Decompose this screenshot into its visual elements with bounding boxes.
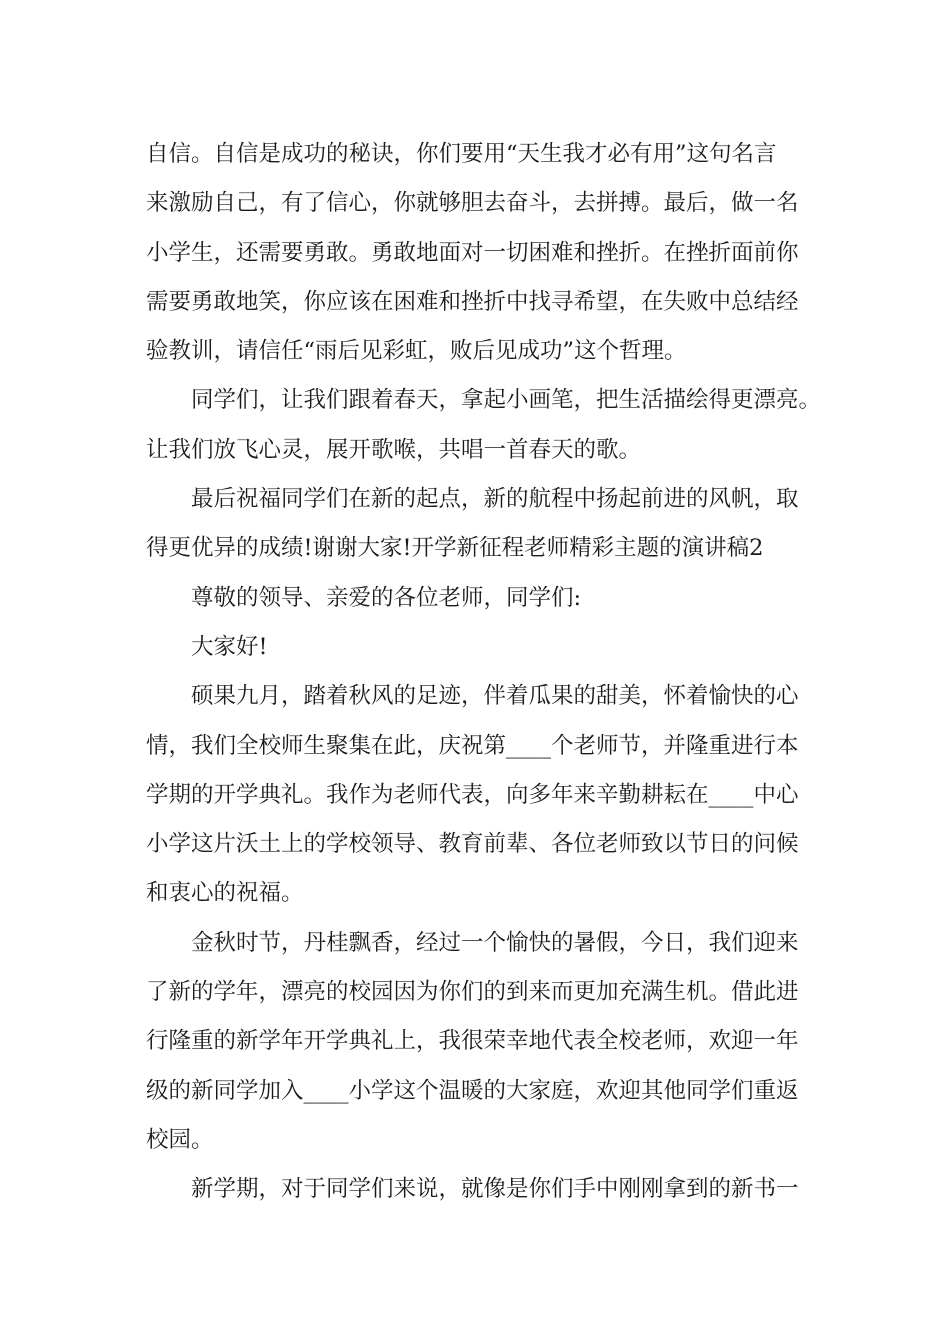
salutation-line: 尊敬的领导、亲爱的各位老师，同学们:: [191, 584, 582, 611]
text-line: 行隆重的新学年开学典礼上，我很荣幸地代表全校老师，欢迎一年: [146, 1028, 799, 1055]
greeting-line: 大家好!: [191, 633, 268, 660]
paragraph-start-line: 新学期，对于同学们来说，就像是你们手中刚刚拿到的新书一: [191, 1176, 799, 1203]
text-line: 让我们放飞心灵，展开歌喉，共唱一首春天的歌。: [146, 436, 642, 463]
text-line: 情，我们全校师生聚集在此，庆祝第____个老师节，并隆重进行本: [146, 732, 799, 759]
text-line: 校园。: [146, 1126, 214, 1153]
paragraph-start-line: 金秋时节，丹桂飘香，经过一个愉快的暑假，今日，我们迎来: [191, 929, 799, 956]
text-line: 了新的学年，漂亮的校园因为你们的到来而更加充满生机。借此进: [146, 979, 799, 1006]
paragraph-start-line: 同学们，让我们跟着春天，拿起小画笔，把生活描绘得更漂亮。: [191, 387, 822, 414]
text-line: 需要勇敢地笑，你应该在困难和挫折中找寻希望，在失败中总结经: [146, 288, 799, 315]
paragraph-start-line: 硕果九月，踏着秋风的足迹，伴着瓜果的甜美，怀着愉快的心: [191, 683, 799, 710]
text-line: 学期的开学典礼。我作为老师代表，向多年来辛勤耕耘在____中心: [146, 781, 799, 808]
text-line: 和衷心的祝福。: [146, 880, 304, 907]
text-line: 小学生，还需要勇敢。勇敢地面对一切困难和挫折。在挫折面前你: [146, 239, 799, 266]
text-line: 级的新同学加入____小学这个温暖的大家庭，欢迎其他同学们重返: [146, 1077, 799, 1104]
paragraph-start-line: 最后祝福同学们在新的起点，新的航程中扬起前进的风帆，取: [191, 486, 799, 513]
text-line: 验教训，请信任“雨后见彩虹，败后见成功”这个哲理。: [146, 338, 687, 365]
text-line: 得更优异的成绩!谢谢大家!开学新征程老师精彩主题的演讲稿2: [146, 535, 764, 562]
text-line: 自信。自信是成功的秘诀，你们要用“天生我才必有用”这句名言: [146, 141, 777, 167]
text-line: 来激励自己，有了信心，你就够胆去奋斗，去拼搏。最后，做一名: [146, 190, 799, 217]
speech-text-body: [146, 130, 822, 1215]
text-line: 小学这片沃土上的学校领导、教育前辈、各位老师致以节日的问候: [146, 831, 799, 858]
